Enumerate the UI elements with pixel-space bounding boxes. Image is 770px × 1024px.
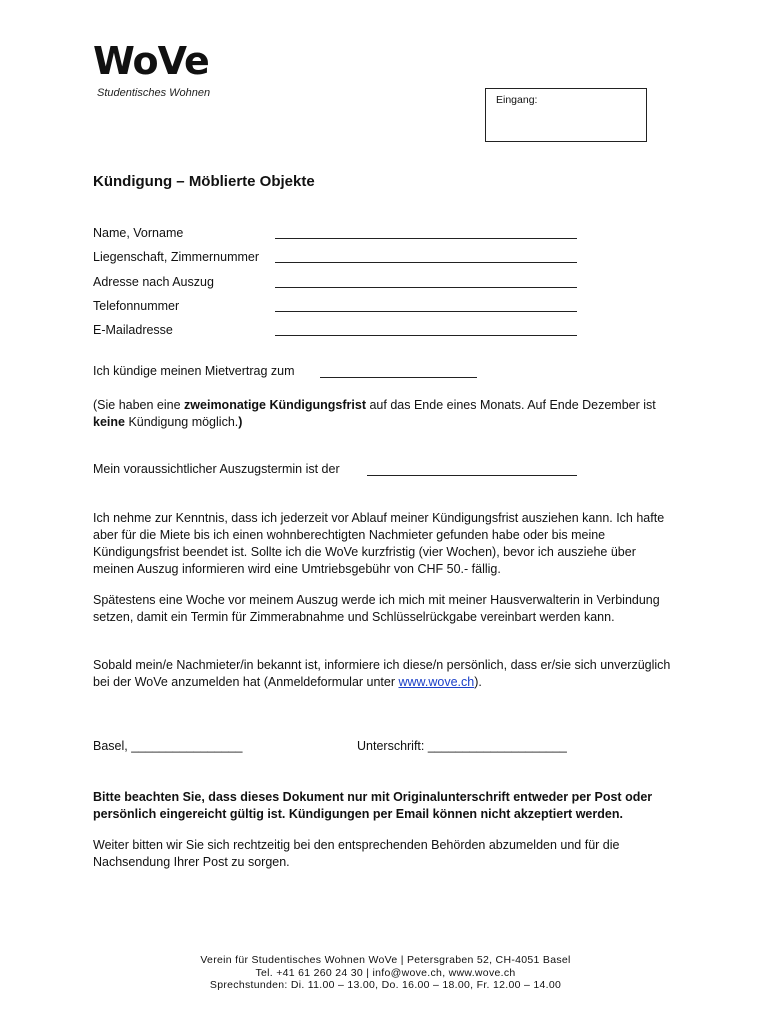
footer-line-address: Verein für Studentisches Wohnen WoVe | Petersgraben 52, CH-4051 Basel (200, 954, 571, 966)
auszug-date-line[interactable] (367, 475, 577, 476)
logo-subtitle: Studentisches Wohnen (97, 87, 211, 99)
paragraph-kenntnis: Ich nehme zur Kenntnis, dass ich jederzeit vor Ablauf meiner Kündigungsfrist ausziehen kann. Ich hafte aber für die Miete bis ich einen wohnberechtigten Nachmieter gefunden habe oder bis meine Kündigungsfrist beendet ist. Sollte ich die WoVe kurzfristig (vier Wochen), bevor ich ausziehe über meinen Auszug informieren wird eine Umtriebsgebühr von CHF 50.- fällig. (93, 511, 665, 576)
field-line-adresse[interactable] (275, 287, 577, 288)
document-title: Kündigung – Möblierte Objekte (93, 173, 315, 190)
field-label-telefon: Telefonnummer (93, 299, 180, 313)
field-line-telefon[interactable] (275, 311, 577, 312)
footer-line-hours: Sprechstunden: Di. 11.00 – 13.00, Do. 16.00 – 18.00, Fr. 12.00 – 14.00 (209, 979, 562, 991)
field-line-email[interactable] (275, 335, 577, 336)
eingang-box (485, 88, 647, 142)
paragraph-behoerden: Weiter bitten wir Sie sich rechtzeitig bei den entsprechenden Behörden abzumelden und für die Nachsendung Ihrer Post zu sorgen. (93, 838, 620, 869)
paragraph-nachmieter: Sobald mein/e Nachmieter/in bekannt ist, informiere ich diese/n persönlich, dass er/sie sich unverzüglich bei der WoVe anzumelden hat (Anmeldeformular unter www.wove.ch). (93, 658, 671, 689)
eingang-label: Eingang: (496, 94, 538, 106)
warning-text: Bitte beachten Sie, dass dieses Dokument nur mit Originalunterschrift entweder per Post oder persönlich eingereicht gültig ist. Kündigungen per Email können nicht akzeptiert werden. (93, 790, 653, 821)
signature-line[interactable]: Unterschrift: ____________________ (357, 739, 567, 753)
field-label-email: E-Mailadresse (93, 323, 173, 337)
field-label-name: Name, Vorname (93, 226, 184, 240)
auszug-label: Mein voraussichtlicher Auszugstermin ist der (93, 462, 340, 476)
field-line-name[interactable] (275, 238, 577, 239)
footer-line-contact: Tel. +41 61 260 24 30 | info@wove.ch, www.wove.ch (255, 966, 516, 979)
paragraph-termin: Spätestens eine Woche vor meinem Auszug werde ich mich mit meiner Hausverwalterin in Verbindung setzen, damit ein Termin für Zimmerabnahme und Schlüsselrückgabe vereinbart werden kann. (93, 593, 660, 624)
wove-logo: WoVe (93, 39, 209, 83)
kuendigung-date-line[interactable] (320, 377, 477, 378)
field-label-adresse: Adresse nach Auszug (93, 275, 214, 289)
kuendige-label: Ich kündige meinen Mietvertrag zum (93, 364, 295, 378)
footer (93, 954, 678, 992)
wove-link[interactable]: www.wove.ch (398, 675, 475, 689)
field-line-liegenschaft[interactable] (275, 262, 577, 263)
notice-text: (Sie haben eine zweimonatige Kündigungsfrist auf das Ende eines Monats. Auf Ende Dezember ist keine Kündigung möglich.) (93, 398, 656, 429)
signature-place[interactable]: Basel, ________________ (93, 739, 243, 753)
field-label-liegenschaft: Liegenschaft, Zimmernummer (93, 250, 260, 264)
